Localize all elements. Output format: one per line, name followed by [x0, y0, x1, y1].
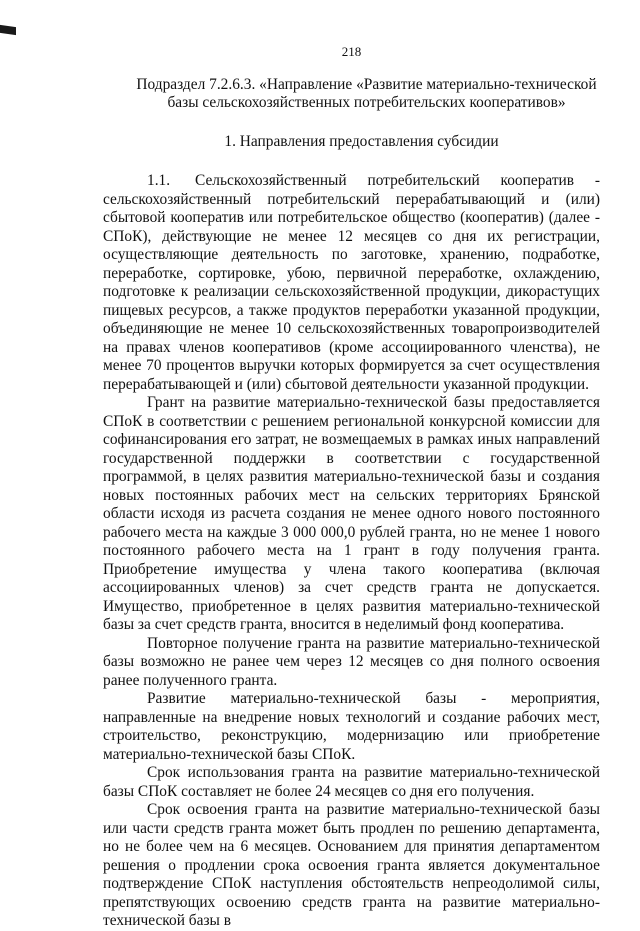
section-heading: 1. Направления предоставления субсидии	[224, 133, 499, 150]
document-page	[103, 44, 600, 931]
paragraph-usage-term: Срок использования гранта на развитие материально-технической базы СПоК составляет не более 24 месяцев со дня его получения.	[103, 764, 600, 800]
paragraph-1-1	[103, 172, 600, 394]
paragraph-extension: Срок освоения гранта на развитие материально-технической базы или части средств гранта может быть продлен по решению департамента, но не более чем на 6 месяцев. Основанием для принятия департаментом решения о продлении срока освоения гранта является документальное подтверждение СПоК наступления обстоятельств непреодолимой силы, препятствующих освоению средств гранта на развитие материально-технической базы в	[103, 801, 600, 929]
subsection-title: Подраздел 7.2.6.3. «Направление «Развитие материально-технической базы сельскохозяйственных потребительских кооперативов»	[136, 76, 597, 111]
scan-edge-mark	[0, 25, 16, 35]
page-number: 218	[341, 44, 362, 59]
item-number: 1.1.	[147, 172, 171, 189]
paragraph-definition: Развитие материально-технической базы - мероприятия, направленные на внедрение новых технологий и создание рабочих мест, строительство, реконструкцию, модернизацию или приобретение материально-технической базы СПоК.	[103, 690, 600, 763]
paragraph-grant: Грант на развитие материально-технической базы предоставляется СПоК в соответствии с решением региональной конкурсной комиссии для софинансирования его затрат, не возмещаемых в рамках иных направлений государственной поддержки в соответствии с государственной программой, в целях развития материально-технической базы и создания новых постоянных рабочих мест на сельских территориях Брянской области исходя из расчета создания не менее одного нового постоянного рабочего места на каждые 3 000 000,0 рублей гранта, но не менее 1 нового постоянного рабочего места на 1 грант в году получения гранта. Приобретение имущества у члена такого кооператива (включая ассоциированных членов) за счет средств гранта не допускается. Имущество, приобретенное в целях развития материально-технической базы за счет средств гранта, вносится в неделимый фонд кооператива.	[103, 394, 600, 633]
paragraph-repeat-grant: Повторное получение гранта на развитие материально-технической базы возможно не ранее чем через 12 месяцев со дня полного освоения ранее полученного гранта.	[103, 634, 600, 689]
paragraph-text: Сельскохозяйственный потребительский кооператив - сельскохозяйственный потребительский перерабатывающий и (или) сбытовой кооператив или потребительское общество (кооператив) (далее - СПоК), действующие не менее 12 месяцев со дня их регистрации, осуществляющие деятельность по заготовке, хранению, подработке, переработке, сортировке, убою, первичной переработке, охлаждению, подготовке к реализации сельскохозяйственной продукции, дикорастущих пищевых ресурсов, а также продуктов переработки указанной продукции, объединяющие не менее 10 сельскохозяйственных товаропроизводителей на правах членов кооперативов (кроме ассоциированного членства), не менее 70 процентов выручки которых формируется за счет осуществления перерабатывающей и (или) сбытовой деятельности указанной продукции.	[103, 172, 600, 393]
